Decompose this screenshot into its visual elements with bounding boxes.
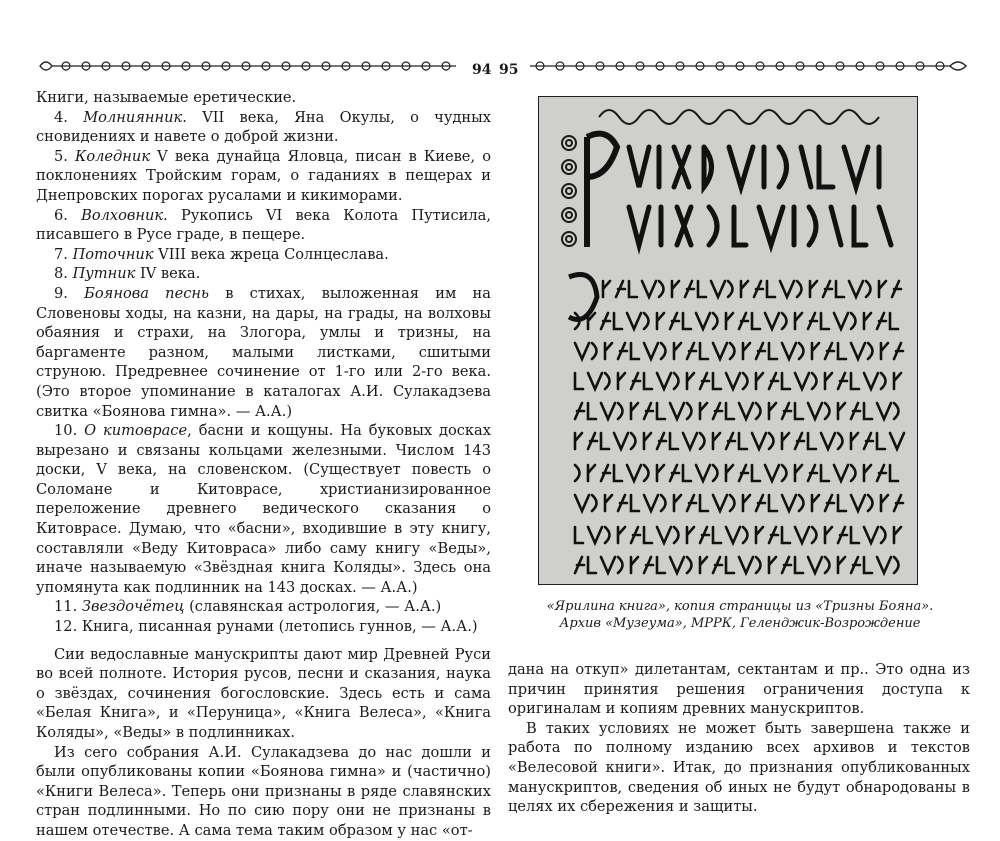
paragraph <box>508 660 970 719</box>
text-run: Сии ведославные манускрипты дают мир Древней Руси во всей полноте. История русов, песни и сказания, наука о звёздах, сочинения богословские. Здесь есть и сама «Белая Книга», и «Перуница», «Книга Велеса», «Книга Коляды», «Веды» в подлинниках. <box>36 645 491 741</box>
text-run: 10. <box>54 422 85 440</box>
paragraph <box>508 719 970 817</box>
text-run: 7. <box>54 245 73 263</box>
caption-line-1: «Ярилина книга», копия страницы из «Тризны Бояна». <box>546 599 934 614</box>
text-run: Из сего собрания А.И. Сулакадзева до нас дошли и были опубликованы копии «Боянова гимна» и (частично) «Книги Велеса». Теперь они признаны в ряде славянских стран подлинными. Но по сию пору они не признаны в нашем отечестве. А сама тема таким образом у нас «от- <box>36 743 491 839</box>
paragraph <box>36 245 491 265</box>
text-run: 11. <box>54 598 82 616</box>
paragraph <box>36 88 491 108</box>
italic-title: Молниянник <box>83 108 183 126</box>
paragraph <box>36 147 491 206</box>
paragraph <box>36 264 491 284</box>
text-run: V века дунайца Яловца, писан в Киеве, о поклонениях Тройским горам, о гаданиях в пещерах и Днепровских порогах русалами и кикиморами. <box>36 147 491 204</box>
vine-ornament-icon <box>36 56 466 76</box>
text-run: 8. <box>54 265 73 283</box>
figure-caption <box>510 598 970 632</box>
right-page-text <box>508 660 970 817</box>
manuscript-facsimile-image <box>538 96 918 585</box>
text-run: 4. <box>54 108 84 126</box>
text-run: IV века. <box>135 265 201 283</box>
text-run: . Рукопись VI века Колота Путисила, писавшего в Русе граде, в пещере. <box>36 206 491 244</box>
paragraph <box>36 421 491 597</box>
text-run: 12. Книга, писанная рунами (летопись гуннов, — А.А.) <box>54 618 478 636</box>
italic-title: Поточник <box>72 245 154 263</box>
italic-title: О китоврасе <box>84 422 188 440</box>
right-ornament <box>526 56 970 80</box>
text-run: 9. <box>54 284 85 302</box>
text-run: дана на откуп» дилетантам, сектантам и пр.. Это одна из причин принятия решения ограничения доступа к оригиналам и копиям древних манускриптов. <box>508 661 970 718</box>
paragraph <box>36 206 491 245</box>
text-run: . VII века, Яна Окулы, о чудных сновидениях и навете о доброй жизни. <box>36 108 491 146</box>
text-run: 6. <box>54 206 82 224</box>
paragraph <box>36 284 491 421</box>
vine-ornament-icon <box>526 56 970 76</box>
left-ornament <box>36 56 466 80</box>
text-run: В таких условиях не может быть завершена также и работа по полному изданию всех архивов и текстов «Велесовой книги». Итак, до признания опубликованных манускриптов, сведения об иных не будут обнародованы в целях их сбережения и защиты. <box>508 719 970 816</box>
italic-title: Путник <box>72 265 136 283</box>
text-run: в стихах, выложенная им на Словеновы ходы, на казни, на дары, на грады, на волховы обаяния и страхи, на Злогора, умлы и тризны, на баргаменте разном, малыми листками, сшитыми струною. Предревнее сочинение от 1-го или 2-го века. (Это второе упоминание в каталогах А.И. Сулакадзева свитка «Боянова гимна». — А.А.) <box>36 284 491 420</box>
paragraph <box>36 617 491 637</box>
italic-title: Звездочётец <box>81 598 185 616</box>
text-run: Книги, называемые еретические. <box>36 89 297 106</box>
paragraph <box>36 645 491 743</box>
text-run: , басни и кощуны. На буковых досках вырезано и связаны кольцами железными. Числом 143 доски, V века, на словенском. (Существует повесть о Соломане и Китоврасе, христианизированное переложение древнего ведического сказания о Китоврасе. Думаю, что «басни», входившие в эту книгу, составляли «Веду Китовраса» либо саму книгу «Веды», иначе называемую «Звёздная книга Коляды». Здесь она упомянута как подлинник на 143 досках. — А.А.) <box>36 422 491 596</box>
text-run: (славянская астрология, — А.А.) <box>184 598 442 616</box>
page-number-right: 95 <box>499 62 519 78</box>
italic-title: Волховник <box>81 206 164 224</box>
paragraph <box>36 597 491 617</box>
paragraph <box>36 743 491 841</box>
text-run: VIII века жреца Солнцеслава. <box>153 245 389 263</box>
caption-line-2: Архив «Музеума», МРРК, Геленджик-Возрождение <box>559 616 921 631</box>
italic-title: Боянова песнь <box>84 284 209 302</box>
paragraph <box>36 108 491 147</box>
italic-title: Коледник <box>75 147 151 165</box>
page-number-left: 94 <box>472 62 492 78</box>
text-run: 5. <box>54 147 76 165</box>
left-page-text <box>36 88 491 841</box>
manuscript-image <box>539 97 917 584</box>
